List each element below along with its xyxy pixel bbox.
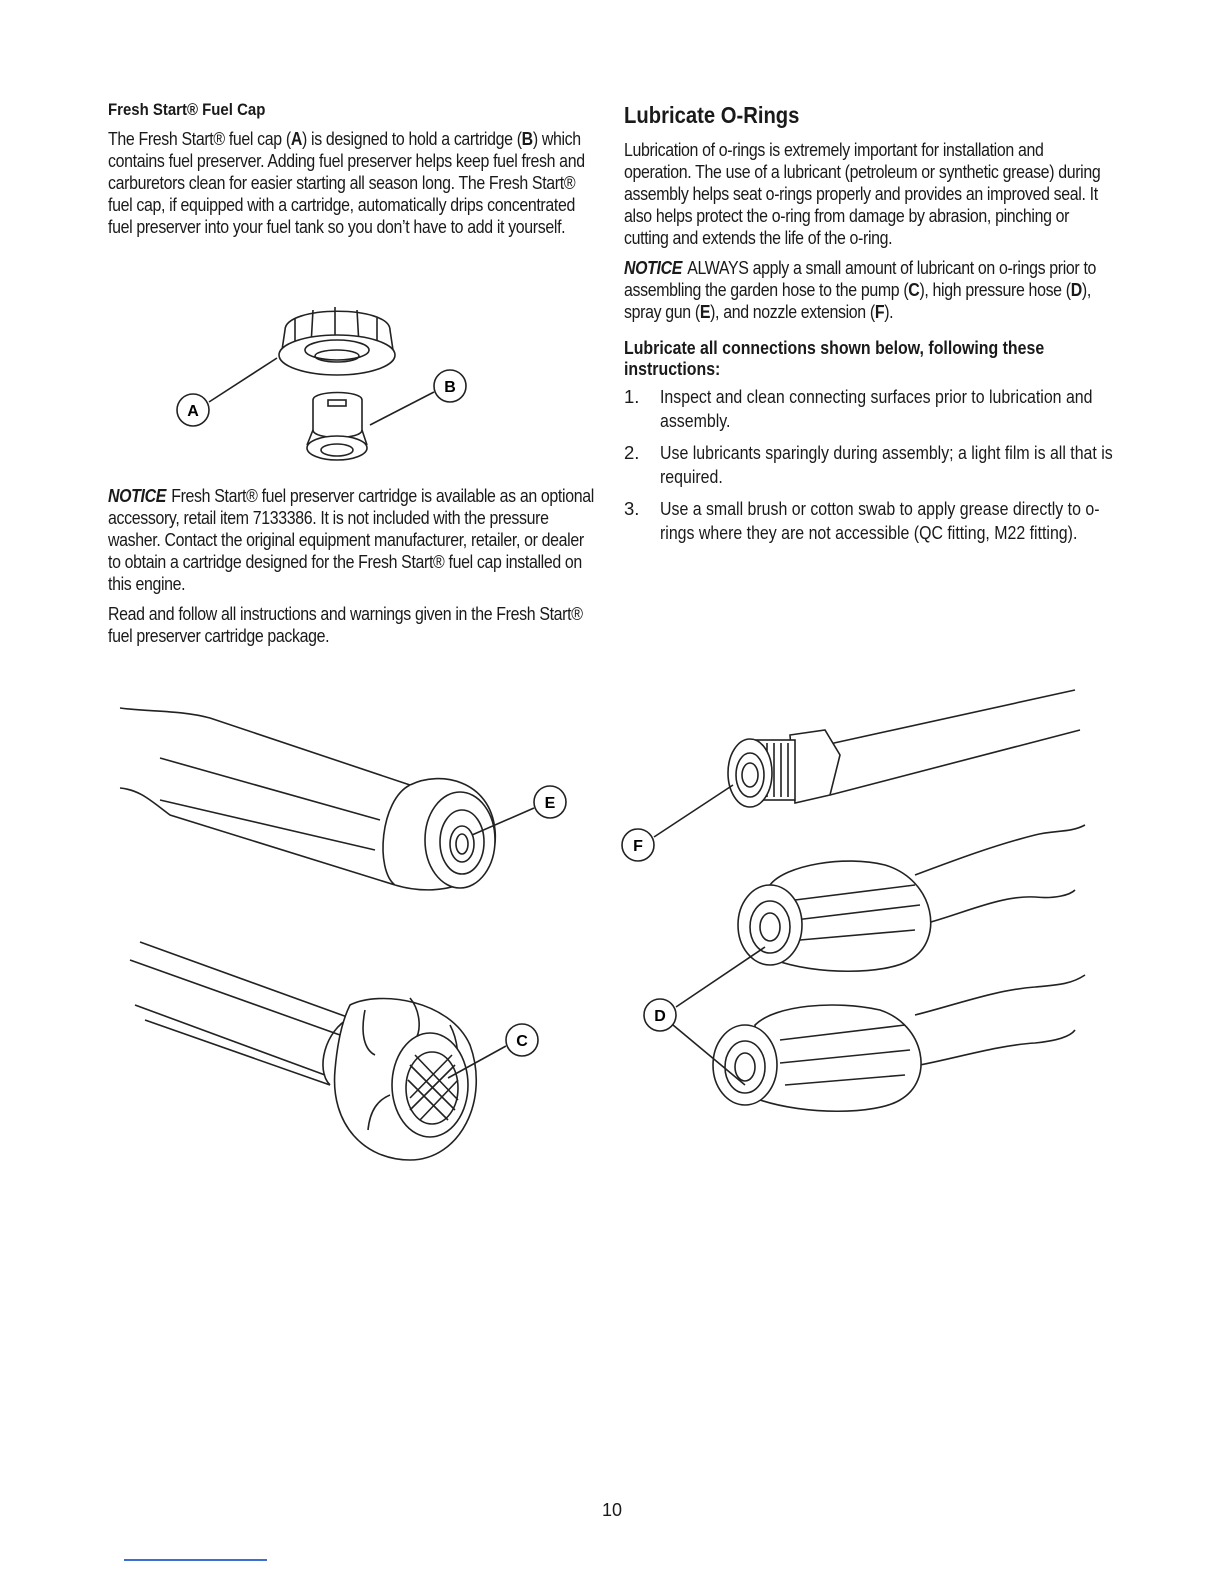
step-item: 3. Use a small brush or cotton swab to apply grease directly to o-rings where they are not accessible (QC fitting, M22 fitting). <box>624 498 1100 543</box>
callout-a: A <box>187 403 199 420</box>
fresh-start-intro: The Fresh Start® fuel cap (A) is designed to hold a cartridge (B) which contains fuel preserver. Adding fuel preserver helps keep fuel fresh and carburetors clean for easier starting all season long. The Fresh Start® fuel cap, if equipped with a cartridge, automatically drips concentrated fuel preserver into your fuel tank so you don’t have to add it yourself. <box>108 128 585 237</box>
callout-b: B <box>444 379 456 396</box>
step-item: 2. Use lubricants sparingly during assembly; a light film is all that is required. <box>624 442 1113 487</box>
lubricate-intro: Lubrication of o-rings is extremely important for installation and operation. The use of a lubricant (petroleum or synthetic grease) during assembly helps seat o-rings properly and provides an improved seal. It also helps protect the o-ring from damage by abrasion, pinching or cutting and extends the life of the o-ring. <box>624 139 1101 248</box>
fuel-cap-figure <box>165 290 505 480</box>
page-number: 10 <box>601 1500 623 1520</box>
callout-e: E <box>544 795 556 812</box>
fresh-start-heading: Fresh Start® Fuel Cap <box>108 100 266 119</box>
lubricate-notice: NOTICE ALWAYS apply a small amount of lubricant on o-rings prior to assembling the garden hose to the pump (C), high pressure hose (D), spray gun (E), and nozzle extension (F). <box>624 257 1097 322</box>
lubricate-steps <box>624 385 1114 545</box>
notice-label: NOTICE <box>624 257 683 278</box>
notice-label: NOTICE <box>108 485 167 506</box>
lubricate-instructions-intro: Lubricate all connections shown below, following these instructions: <box>624 337 1045 379</box>
footer-rule <box>124 1559 267 1561</box>
callout-c: C <box>516 1033 528 1050</box>
nozzle-extension-high-pressure-hose-figure <box>615 685 1095 1165</box>
step-item: 1. Inspect and clean connecting surfaces prior to lubrication and assembly. <box>624 386 1093 431</box>
right-column <box>624 100 1114 553</box>
fresh-start-notice: NOTICE Fresh Start® fuel preserver cartridge is available as an optional accessory, retail item 7133386. It is not included with the pressure washer. Contact the original equipment manufacturer, retailer, or dealer to obtain a cartridge designed for the Fresh Start® fuel cap installed on this engine. <box>108 485 594 594</box>
left-column <box>108 100 598 246</box>
fresh-start-closing: Read and follow all instructions and warnings given in the Fresh Start® fuel preserver cartridge package. <box>108 603 583 646</box>
callout-f: F <box>633 838 643 855</box>
spray-gun-garden-hose-figure <box>110 690 590 1180</box>
left-column-lower <box>108 485 598 655</box>
lubricate-heading: Lubricate O-Rings <box>624 102 800 128</box>
callout-d: D <box>654 1008 666 1025</box>
